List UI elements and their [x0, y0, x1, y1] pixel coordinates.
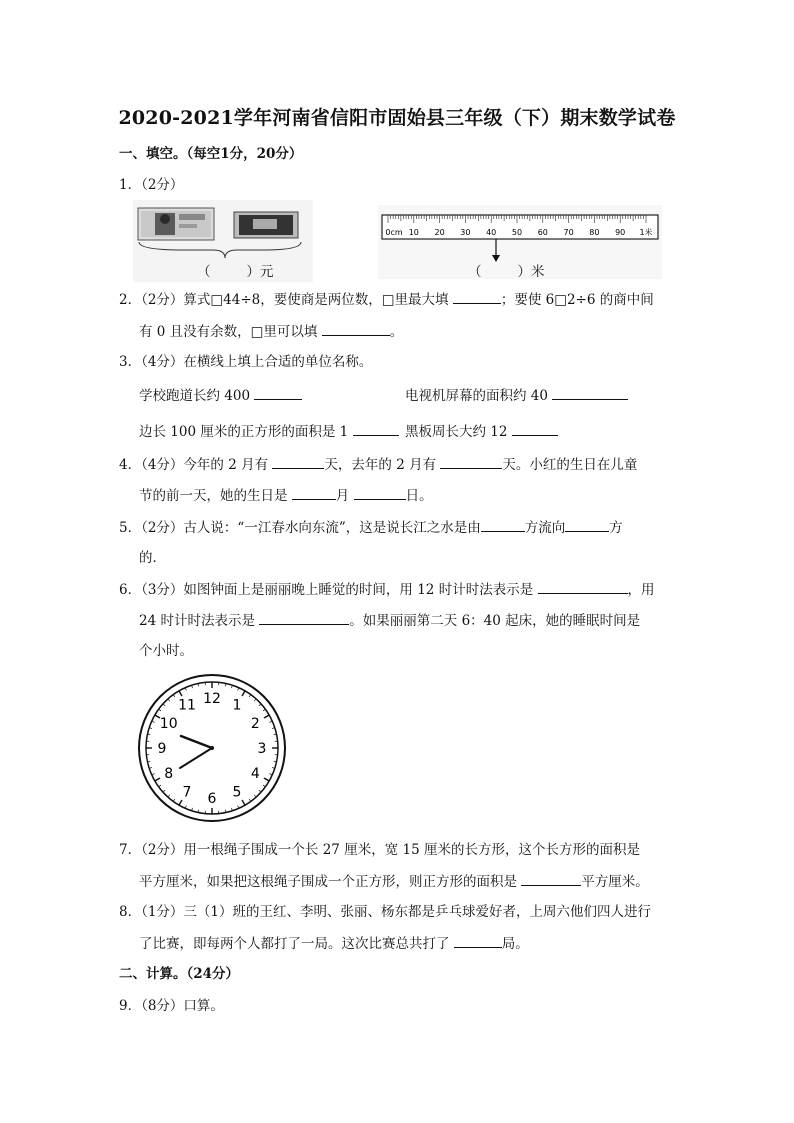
- clock-number: 4: [250, 766, 260, 782]
- answer-blank[interactable]: [552, 385, 628, 400]
- question-3-item-3: [139, 421, 399, 442]
- question-8-line-1: 8．（1分）三（1）班的王红、李明、张丽、杨东都是乒乓球爱好者，上周六他们四人进行: [119, 904, 652, 920]
- ruler-label: 10: [408, 228, 419, 237]
- ruler-label: 20: [434, 228, 445, 237]
- question-5-line-1: [119, 517, 623, 538]
- question-4-text-f: 日。: [405, 488, 433, 504]
- question-6-text-d: 。如果丽丽第二天 6：40 起床，她的睡眠时间是: [349, 613, 641, 629]
- question-2-line-2: [139, 321, 403, 342]
- ruler-label: 90: [615, 228, 626, 237]
- ruler-caption-close: ）米: [517, 264, 545, 280]
- clock-number: 12: [203, 691, 221, 707]
- ruler-label: 50: [511, 228, 523, 237]
- question-8-text-c: 局。: [501, 936, 529, 952]
- answer-blank[interactable]: [538, 579, 628, 594]
- clock-number: 10: [159, 716, 178, 732]
- ruler-caption-open: （: [468, 264, 482, 280]
- clock-number: 8: [164, 766, 174, 782]
- question-6-line-3: 个小时。: [139, 643, 193, 659]
- question-4-text-c: 天。小红的生日在儿童: [502, 457, 638, 473]
- question-8-text-b: 了比赛，即每两个人都打了一局。这次比赛总共打了: [139, 936, 450, 952]
- question-2-line-1: [119, 289, 654, 310]
- question-3-item-2: [405, 385, 628, 406]
- answer-blank[interactable]: [481, 517, 525, 532]
- question-2-text-c: 有 0 且没有余数，□里可以填: [139, 324, 318, 340]
- answer-blank[interactable]: [254, 385, 302, 400]
- question-2-text-b: ；要使 6□2÷6 的商中间: [500, 292, 654, 308]
- ruler-label: 30: [460, 228, 471, 237]
- question-5-text-b: 方流向: [524, 520, 566, 536]
- ruler-label: 60: [537, 228, 548, 237]
- clock-number: 1: [232, 697, 242, 714]
- question-7-line-2: [139, 871, 649, 892]
- answer-blank[interactable]: [440, 454, 502, 469]
- clock-number: 11: [178, 697, 196, 714]
- question-3-item-4-text: 黑板周长大约 12: [405, 424, 508, 440]
- clock-number: 3: [257, 741, 267, 757]
- question-3-item-1-text: 学校跑道长约 400: [139, 388, 251, 404]
- question-6-text-a: 6．（3分）如图钟面上是丽丽晚上睡觉的时间，用 12 时计时法表示是: [119, 582, 534, 598]
- question-2-text-d: 。: [389, 324, 404, 340]
- answer-blank[interactable]: [259, 610, 349, 625]
- question-5-line-2: 的．: [139, 550, 166, 566]
- section-heading-fill-in: 一、填空。（每空1分，20分）: [119, 146, 303, 162]
- clock-number: 5: [232, 784, 242, 801]
- clock-number: 6: [207, 791, 217, 807]
- question-4-line-1: [119, 454, 637, 475]
- answer-blank[interactable]: [322, 321, 390, 336]
- money-caption: [197, 262, 274, 282]
- question-6-line-1: [119, 579, 655, 600]
- question-5-text-c: 方: [609, 520, 623, 536]
- question-3-item-4: [405, 421, 558, 442]
- question-6-text-b: ，用: [627, 582, 655, 598]
- question-3-header: 3．（4分）在横线上填上合适的单位名称。: [119, 354, 373, 370]
- money-caption-open: （: [197, 264, 211, 280]
- question-3-item-2-text: 电视机屏幕的面积约 40: [405, 388, 548, 404]
- question-3-item-1: [139, 385, 302, 406]
- question-4-line-2: [139, 485, 433, 506]
- clock-number: 9: [157, 741, 167, 757]
- ruler-label: 0cm: [385, 228, 403, 237]
- answer-blank[interactable]: [354, 485, 406, 500]
- question-2-text-a: 2．（2分）算式□44÷8，要使商是两位数，□里最大填: [119, 292, 449, 308]
- question-9-header: 9．（8分）口算。: [119, 998, 224, 1014]
- answer-blank[interactable]: [454, 933, 502, 948]
- answer-blank[interactable]: [292, 485, 336, 500]
- section-heading-calculation: 二、计算。（24分）: [119, 966, 240, 982]
- question-3-item-3-text: 边长 100 厘米的正方形的面积是 1: [139, 424, 349, 440]
- ruler-label: 1米: [639, 228, 653, 237]
- banknote-image: [138, 208, 214, 240]
- ruler-label: 40: [486, 228, 497, 237]
- question-1-header: 1．（2分）: [119, 177, 184, 193]
- clock-figure: [136, 672, 288, 824]
- question-7-line-1: 7．（2分）用一根绳子围成一个长 27 厘米，宽 15 厘米的长方形，这个长方形的面积是: [119, 842, 640, 858]
- clock-number: 2: [250, 716, 260, 732]
- question-5-text-a: 5．（2分）古人说：“一江春水向东流”，这是说长江之水是由: [119, 520, 481, 536]
- money-caption-close: ）元: [246, 264, 274, 280]
- question-4-text-e: 月: [335, 488, 350, 504]
- ruler-label: 80: [589, 228, 600, 237]
- question-6-line-2: [139, 610, 640, 631]
- question-6-text-c: 24 时计时法表示是: [139, 613, 255, 629]
- question-8-line-2: [139, 933, 529, 954]
- clock-center: [210, 746, 214, 750]
- clock-number: 7: [182, 784, 192, 801]
- answer-blank[interactable]: [512, 421, 558, 436]
- answer-blank[interactable]: [565, 517, 609, 532]
- ruler-label: 70: [563, 228, 574, 237]
- answer-blank[interactable]: [353, 421, 399, 436]
- question-7-text-c: 平方厘米。: [581, 874, 649, 890]
- ruler-caption: [468, 262, 545, 282]
- question-4-text-b: 天，去年的 2 月有: [324, 457, 437, 473]
- coin-paper-image: [234, 212, 298, 238]
- answer-blank[interactable]: [272, 454, 324, 469]
- answer-blank[interactable]: [453, 289, 501, 304]
- question-7-text-b: 平方厘米，如果把这根绳子围成一个正方形，则正方形的面积是: [139, 874, 517, 890]
- page-title: 2020-2021学年河南省信阳市固始县三年级（下）期末数学试卷: [118, 107, 676, 129]
- question-4-text-a: 4．（4分）今年的 2 月有: [119, 457, 269, 473]
- answer-blank[interactable]: [521, 871, 581, 886]
- question-4-text-d: 节的前一天，她的生日是: [139, 488, 288, 504]
